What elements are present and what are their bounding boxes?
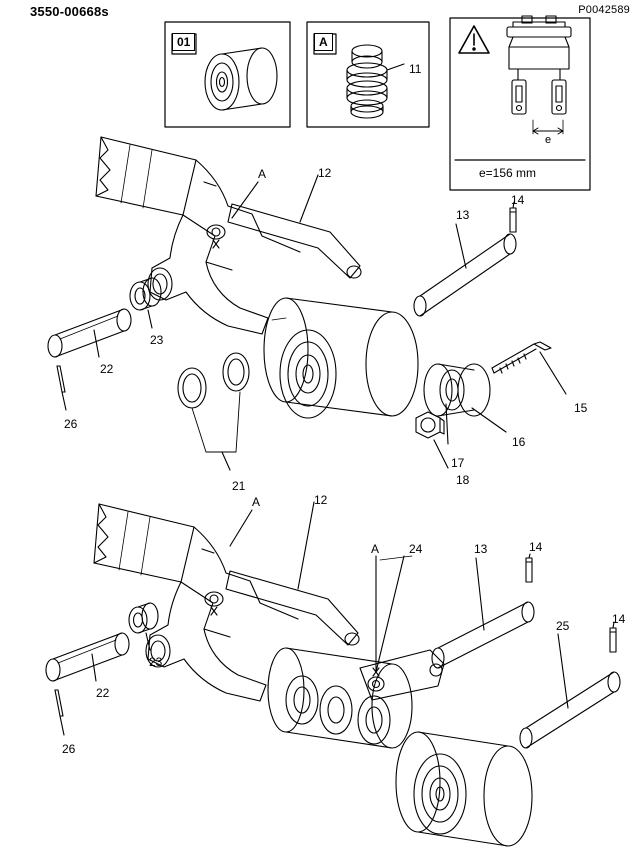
callout-24: 24 <box>409 542 423 556</box>
callout-25: 25 <box>556 619 570 633</box>
callout-26-top: 26 <box>64 417 78 431</box>
callout-14-top: 14 <box>511 193 525 207</box>
callout-a-linkage: A <box>371 542 380 556</box>
callout-22-top: 22 <box>100 362 114 376</box>
detail-box-01-tag: 01 <box>172 33 195 51</box>
callout-23-bottom: 23 <box>149 655 163 669</box>
callout-15: 15 <box>574 401 588 415</box>
callout-13-top: 13 <box>456 208 470 222</box>
callout-12-top: 12 <box>318 166 332 180</box>
detail-box-a-tag: A <box>314 33 333 51</box>
callout-21: 21 <box>232 479 246 493</box>
callout-11: 11 <box>409 62 422 76</box>
callout-13-bottom: 13 <box>474 542 488 556</box>
dimension-symbol-label: e <box>545 134 552 146</box>
drawing-code-label: P0042589 <box>578 4 630 16</box>
callout-23-top: 23 <box>150 333 164 347</box>
part-number-label: 3550-00668s <box>30 4 109 19</box>
callout-16: 16 <box>512 435 526 449</box>
callout-a-top: A <box>258 167 267 181</box>
callout-22-bottom: 22 <box>96 686 110 700</box>
callout-26-bottom: 26 <box>62 742 76 756</box>
callout-18: 18 <box>456 473 470 487</box>
callout-12-bottom: 12 <box>314 493 328 507</box>
callout-14-right: 14 <box>612 612 626 626</box>
callout-17: 17 <box>451 456 465 470</box>
callout-14-bottom: 14 <box>529 540 543 554</box>
callout-a-bottom: A <box>252 495 261 509</box>
warning-measurement-label: e=156 mm <box>479 166 537 180</box>
